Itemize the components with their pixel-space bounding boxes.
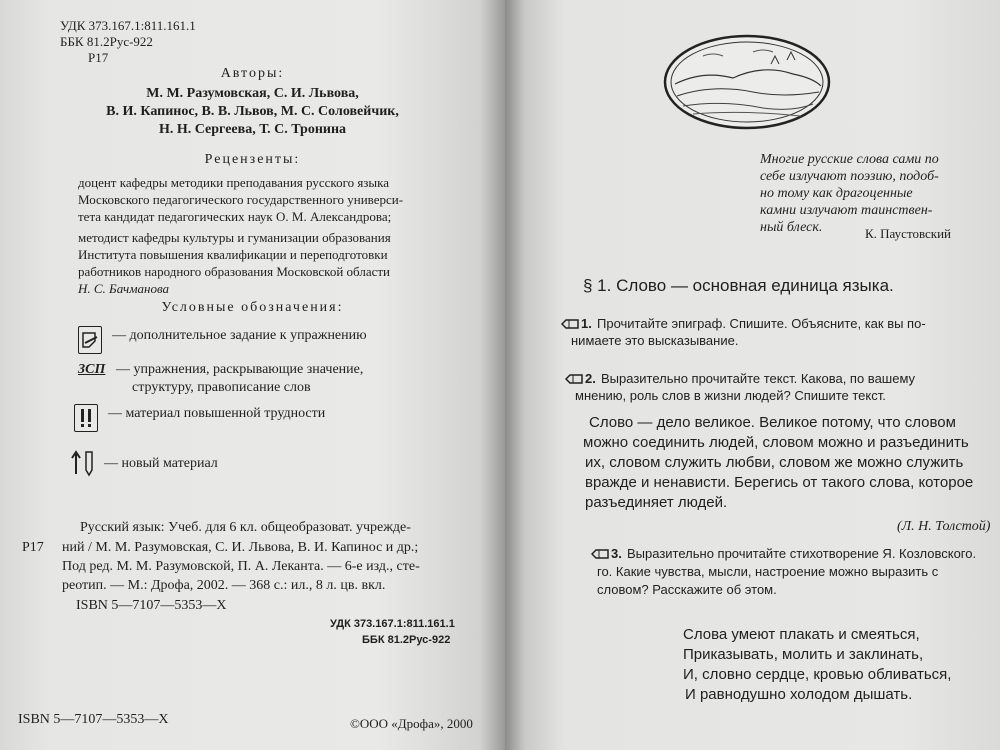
exercise-number: 1. (581, 316, 592, 331)
catalog-line: реотип. — М.: Дрофа, 2002. — 368 с.: ил., 8 л. цв. вкл. (62, 578, 386, 593)
bbk-code: ББК 81.2Рус-922 (60, 34, 153, 49)
catalog-line: Под ред. М. М. Разумовской, П. А. Леканта. — 6-е изд., сте- (62, 559, 420, 574)
right-page (505, 0, 1000, 750)
epigraph-line: Многие русские слова сами по (760, 152, 939, 167)
exercise-line: мнению, роль слов в жизни людей? Спишите текст. (575, 388, 886, 403)
poem-line: И, словно сердце, кровью обливаться, (683, 666, 952, 683)
pencil-icon (591, 548, 609, 560)
text-author: (Л. Н. Толстой) (897, 519, 991, 534)
udk-code: УДК 373.167.1:811.161.1 (60, 18, 196, 33)
arrows-pencil-icon (70, 448, 92, 474)
authors-line: В. И. Капинос, В. В. Львов, М. С. Соловейчик, (106, 104, 399, 119)
exclamation-icon (74, 404, 98, 432)
exercise-line: Выразительно прочитайте стихотворение Я. Козловского. (627, 546, 977, 561)
poem-line: Слова умеют плакать и смеяться, (683, 626, 920, 643)
authors-line: Н. Н. Сергеева, Т. С. Тронина (158, 122, 347, 137)
legend-text: — материал повышенной трудности (108, 406, 326, 421)
exercise-line: словом? Расскажите об этом. (597, 582, 777, 597)
reviewer-line: доцент кафедры методики преподавания русского языка (78, 175, 390, 190)
exercise-number: 3. (611, 546, 622, 561)
udk-code-bottom: УДК 373.167.1:811.161.1 (330, 618, 455, 630)
exercise-line: нимаете это высказывание. (571, 333, 739, 348)
section-title: § 1. Слово — основная единица языка. (583, 276, 894, 295)
copyright: ©ООО «Дрофа», 2000 (350, 716, 473, 731)
poem-line: Приказывать, молить и заклинать, (683, 646, 924, 663)
legend-text: — дополнительное задание к упражнению (112, 328, 367, 343)
reviewer-line: работников народного образования Московской области (78, 264, 390, 279)
epigraph-line: но тому как драгоценные (760, 186, 913, 201)
text-line: разъединяет людей. (585, 494, 728, 511)
exercise-line: Выразительно прочитайте текст. Какова, по вашему (601, 371, 916, 386)
exercise-line: го. Какие чувства, мысли, настроение можно выразить с (597, 564, 939, 579)
zsp-mark: ЗСП (78, 362, 106, 377)
pencil-icon (561, 318, 579, 330)
text-line: Слово — дело великое. Великое потому, что словом (589, 414, 956, 431)
isbn-bottom: ISBN 5—7107—5353—X (18, 712, 169, 727)
reviewer-line: Московского педагогического государственного универси- (78, 192, 404, 207)
legend-text: — новый материал (104, 456, 218, 471)
pencil-note-icon (78, 326, 102, 354)
authors-heading: Авторы: (220, 66, 285, 81)
epigraph-author: К. Паустовский (865, 226, 952, 241)
epigraph-line: себе излучают поэзию, подоб- (760, 169, 939, 184)
reviewers-heading: Рецензенты: (204, 152, 301, 167)
poem-line: И равнодушно холодом дышать. (685, 686, 913, 703)
epigraph-line: ный блеск. (760, 220, 823, 235)
text-line: их, словом служить любви, словом же можно служить (585, 454, 964, 471)
reviewer-line: тета кандидат педагогических наук О. М. Александрова; (78, 209, 392, 224)
text-line: вражде и ненависти. Берегись от такого слова, которое (585, 474, 974, 491)
pencil-icon (565, 373, 583, 385)
landscape-illustration (663, 34, 831, 130)
text-line: можно соединить людей, словом можно и разъединить (583, 434, 969, 451)
legend-heading: Условные обозначения: (161, 300, 344, 315)
catalog-line: Русский язык: Учеб. для 6 кл. общеобразоват. учрежде- (80, 520, 411, 535)
authors-line: М. М. Разумовская, С. И. Львова, (146, 86, 359, 101)
catalog-line: ний / М. М. Разумовская, С. И. Львова, В. И. Капинос и др.; (62, 540, 419, 555)
reviewer-line: методист кафедры культуры и гуманизации образования (78, 230, 391, 245)
reviewer-line: Института повышения квалификации и переподготовки (78, 247, 388, 262)
epigraph-line: камни излучают таинствен- (760, 203, 933, 218)
bbk-code-bottom: ББК 81.2Рус-922 (362, 634, 451, 646)
isbn-catalog: ISBN 5—7107—5353—X (76, 598, 227, 613)
exercise-number: 2. (585, 371, 596, 386)
catalog-code-top: Р17 (88, 50, 109, 65)
catalog-code: Р17 (22, 540, 44, 555)
exercise-line: Прочитайте эпиграф. Спишите. Объясните, как вы по- (597, 316, 926, 331)
reviewer-line: Н. С. Бачманова (78, 281, 170, 296)
legend-text-continued: структуру, правописание слов (132, 380, 311, 395)
legend-text: — упражнения, раскрывающие значение, (116, 362, 364, 377)
